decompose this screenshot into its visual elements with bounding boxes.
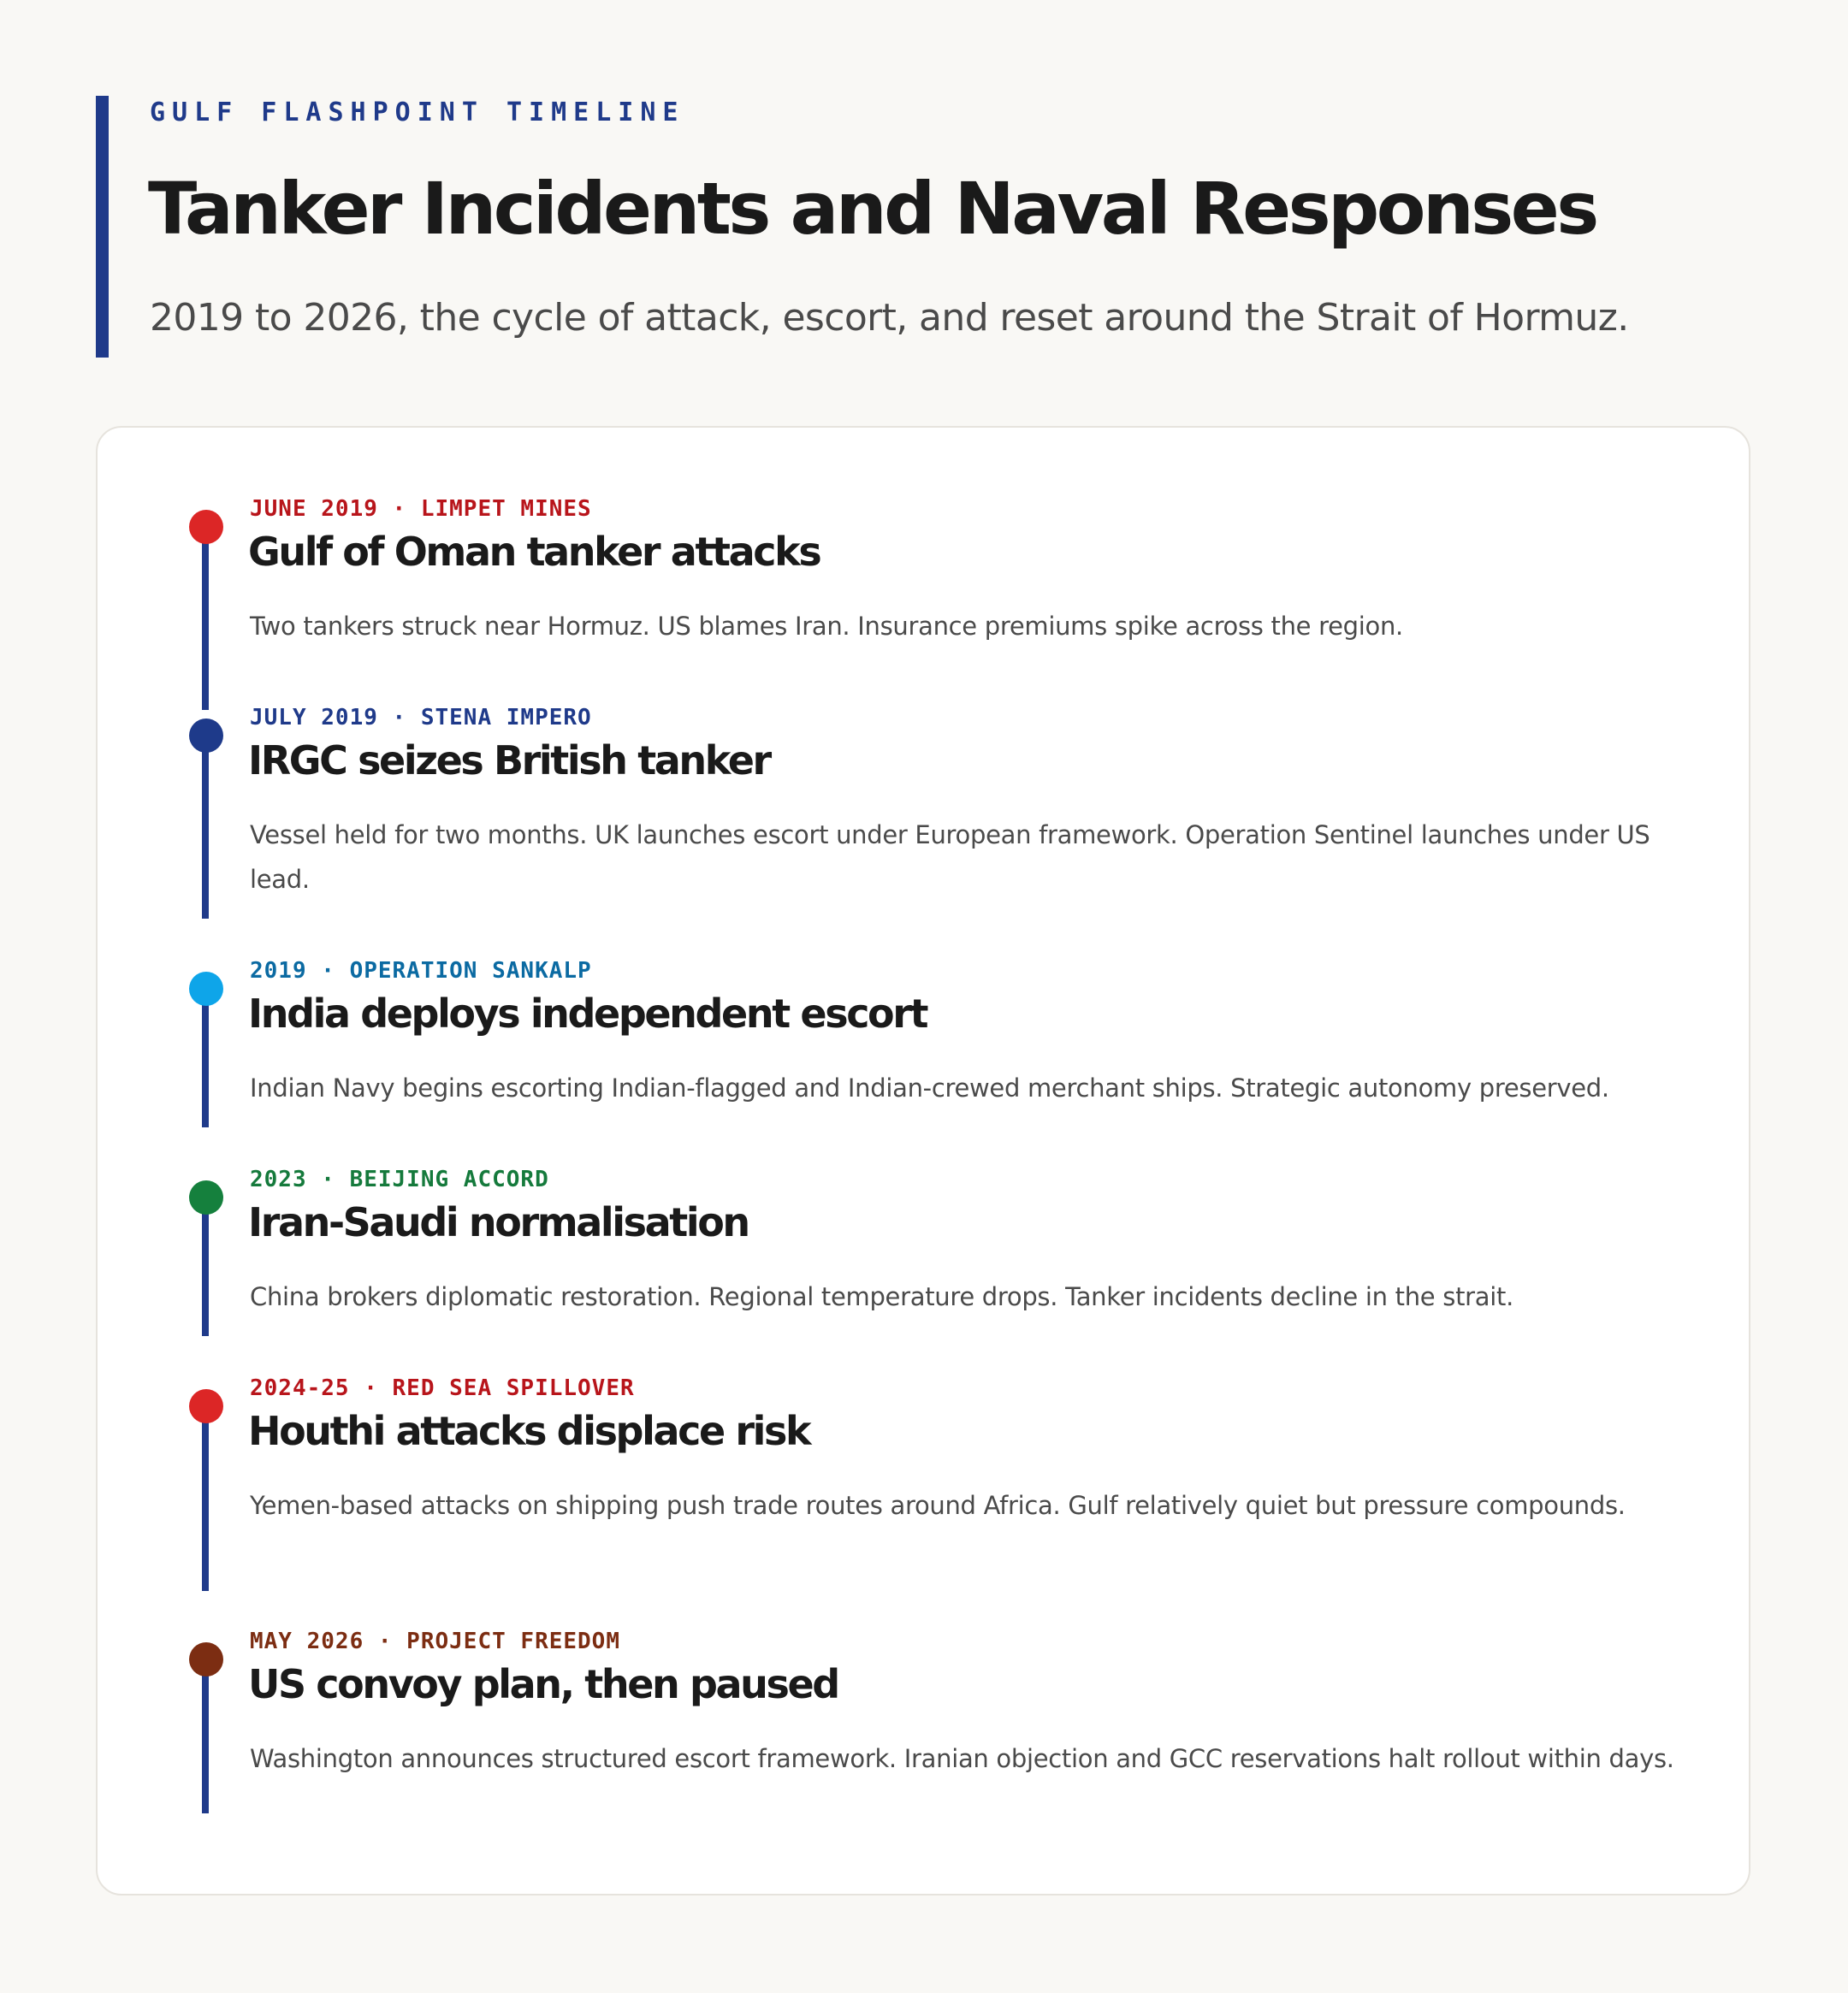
event-description: China brokers diplomatic restoration. Regional temperature drops. Tanker incidents decline in the strait. xyxy=(250,1282,1513,1311)
event-tag: 2024-25 · RED SEA SPILLOVER xyxy=(250,1375,635,1401)
timeline-line-segment xyxy=(202,732,209,919)
timeline-dot-icon xyxy=(189,510,223,544)
page-subtitle: 2019 to 2026, the cycle of attack, escort, and reset around the Strait of Hormuz. xyxy=(150,296,1629,340)
timeline-dot-icon xyxy=(189,1642,223,1677)
event-title: India deploys independent escort xyxy=(248,991,927,1037)
event-title: Gulf of Oman tanker attacks xyxy=(248,529,820,575)
timeline-card xyxy=(96,426,1750,1895)
event-title: IRGC seizes British tanker xyxy=(248,737,770,784)
timeline-line-segment xyxy=(202,523,209,710)
timeline-dot-icon xyxy=(189,1389,223,1423)
event-title: Iran-Saudi normalisation xyxy=(248,1199,749,1245)
timeline-line-segment xyxy=(202,985,209,1127)
event-tag: JULY 2019 · STENA IMPERO xyxy=(250,705,592,730)
timeline-line-segment xyxy=(202,1194,209,1336)
page-title: Tanker Incidents and Naval Responses xyxy=(148,167,1596,251)
event-description: Vessel held for two months. UK launches escort under European framework. Operation Sentinel launches under US lead. xyxy=(250,820,1650,894)
timeline-line-segment xyxy=(202,1405,209,1591)
event-tag: MAY 2026 · PROJECT FREEDOM xyxy=(250,1629,620,1654)
timeline-dot-icon xyxy=(189,972,223,1006)
event-description: Two tankers struck near Hormuz. US blames Iran. Insurance premiums spike across the region. xyxy=(250,612,1403,641)
event-description: Indian Navy begins escorting Indian-flagged and Indian-crewed merchant ships. Strategic autonomy preserved. xyxy=(250,1073,1609,1103)
event-description: Washington announces structured escort framework. Iranian objection and GCC reservations halt rollout within days. xyxy=(250,1744,1674,1773)
timeline-line-segment xyxy=(202,1658,209,1813)
header xyxy=(96,96,1777,358)
timeline xyxy=(98,428,1749,1894)
event-tag: 2023 · BEIJING ACCORD xyxy=(250,1167,549,1192)
timeline-dot-icon xyxy=(189,1180,223,1215)
event-description: Yemen-based attacks on shipping push trade routes around Africa. Gulf relatively quiet but pressure compounds. xyxy=(250,1491,1626,1520)
event-tag: 2019 · OPERATION SANKALP xyxy=(250,958,592,984)
timeline-dot-icon xyxy=(189,719,223,753)
event-tag: JUNE 2019 · LIMPET MINES xyxy=(250,496,592,522)
eyebrow-label: GULF FLASHPOINT TIMELINE xyxy=(150,98,685,127)
event-title: Houthi attacks displace risk xyxy=(248,1408,810,1454)
event-title: US convoy plan, then paused xyxy=(248,1661,838,1707)
